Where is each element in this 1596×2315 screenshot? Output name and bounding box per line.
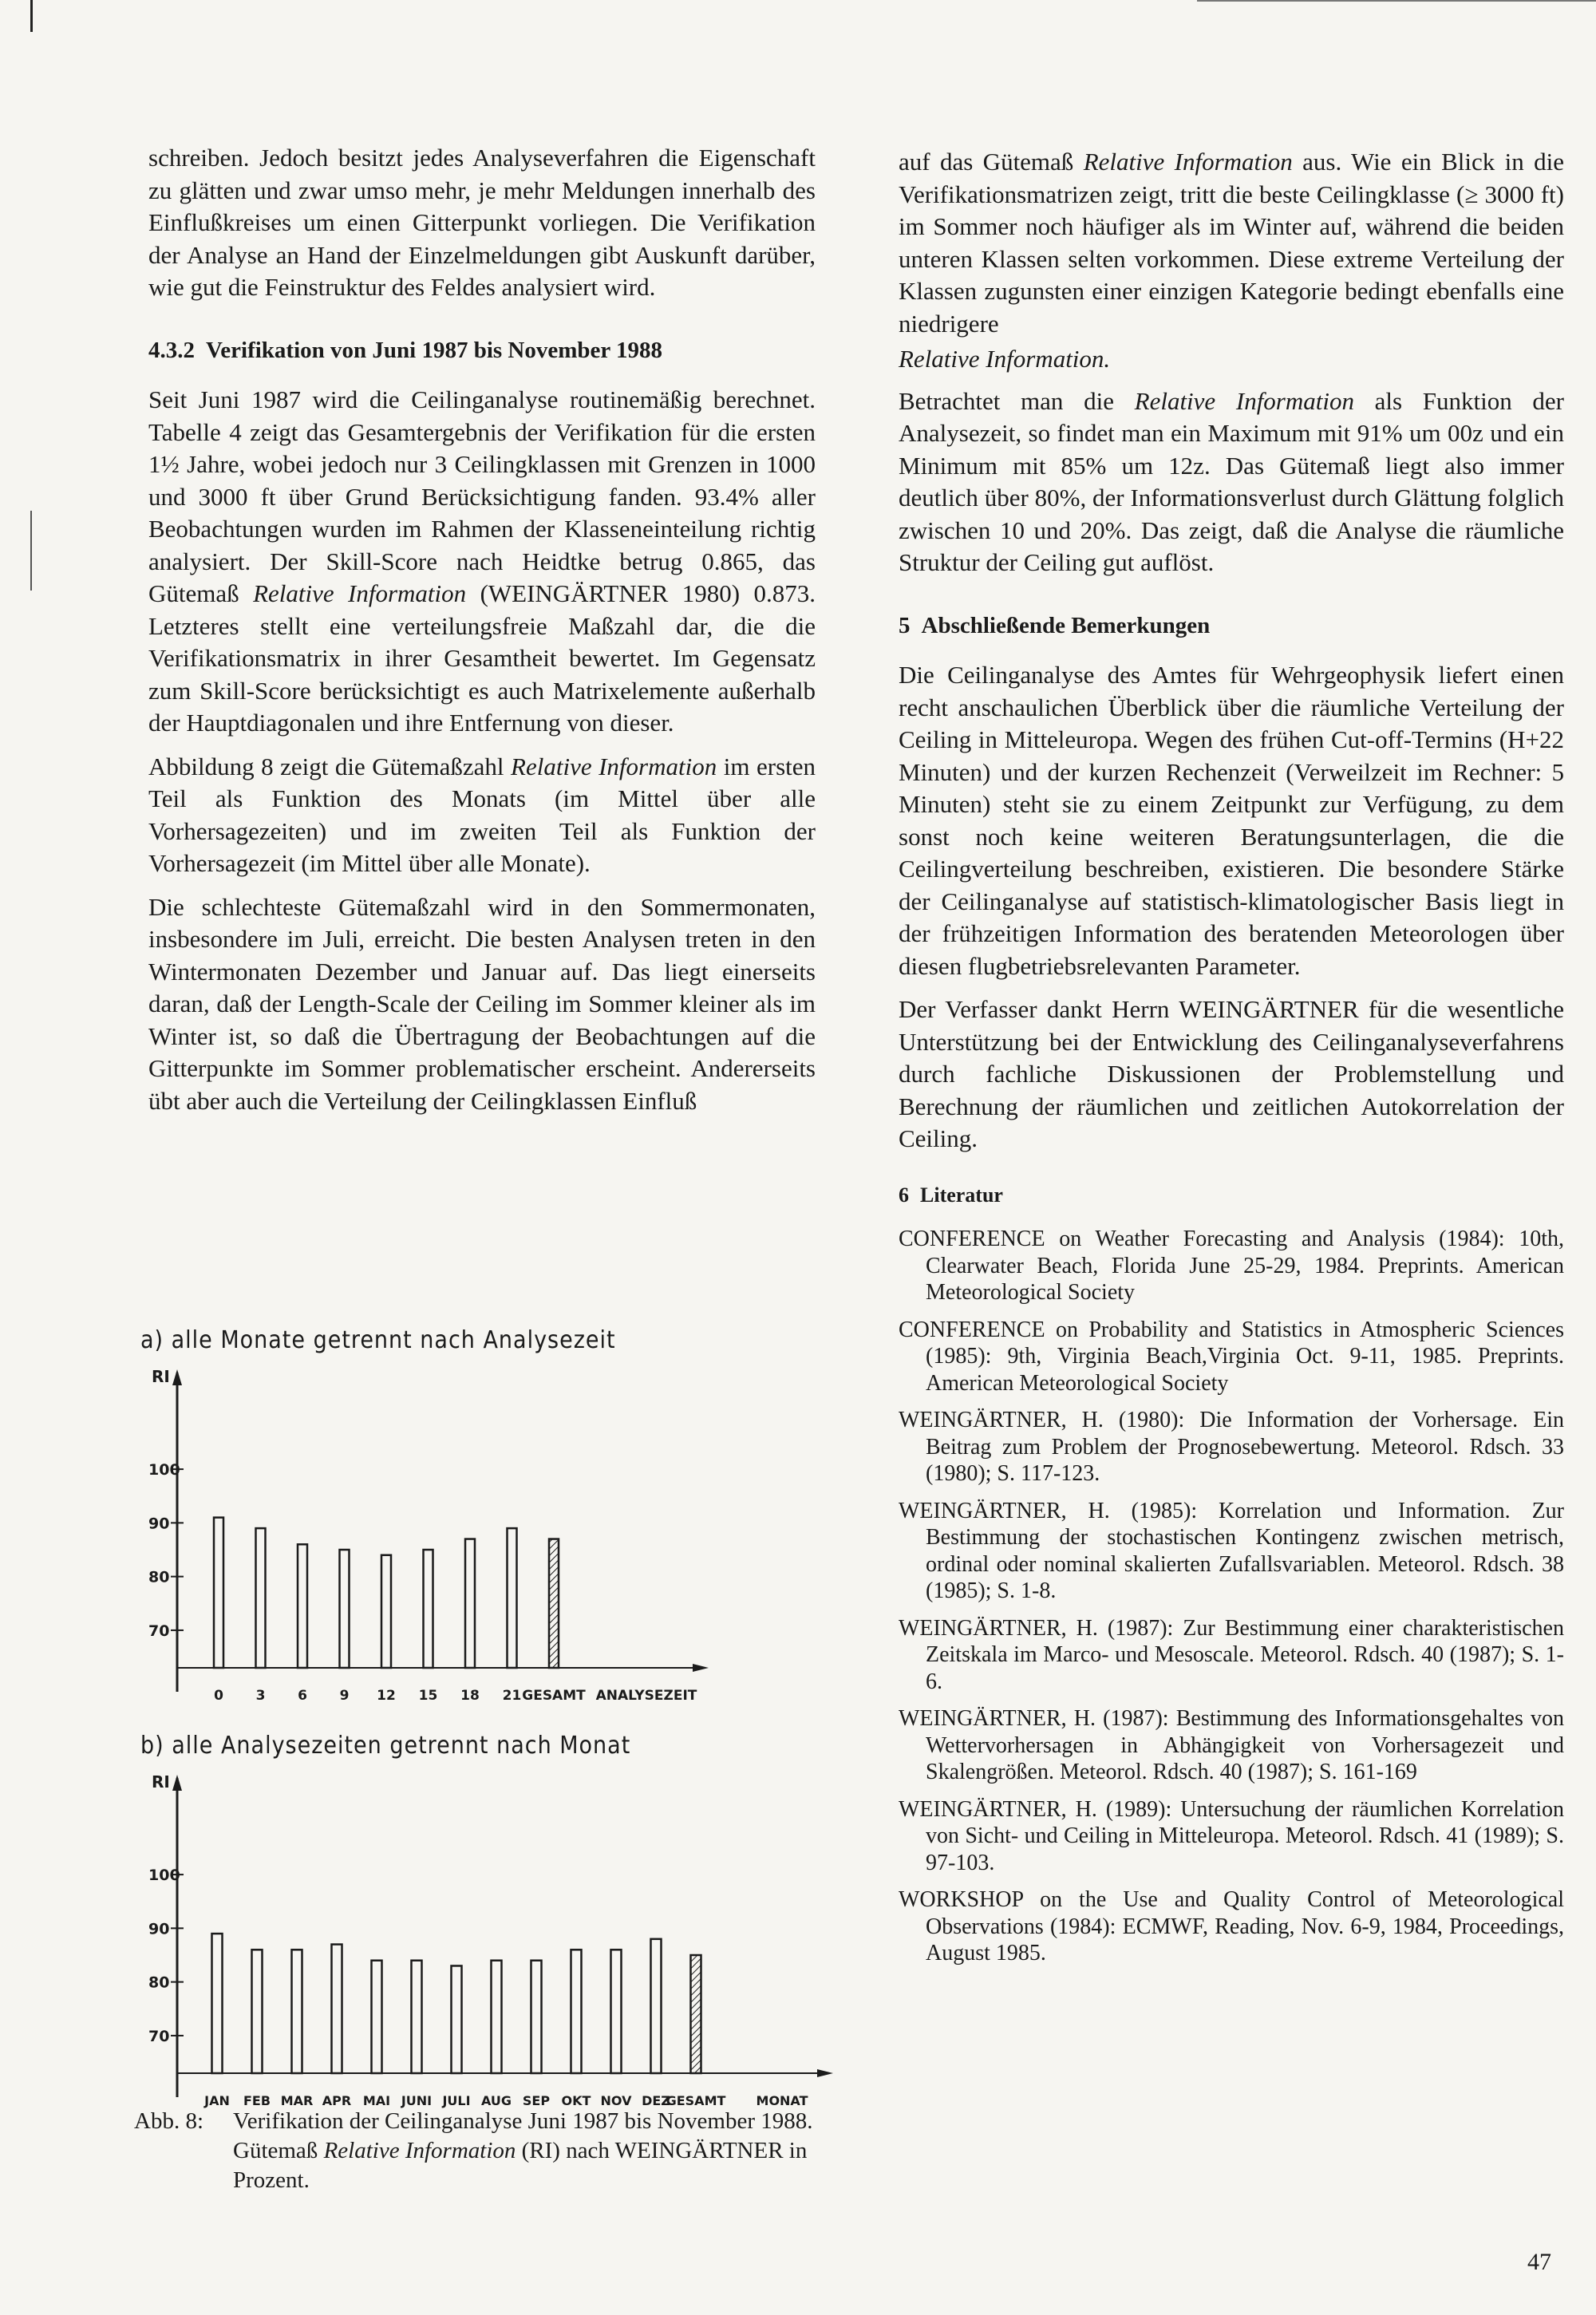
y-axis-label: RI — [152, 1367, 170, 1386]
paragraph — [899, 385, 1564, 579]
reference-item: WEINGÄRTNER, H. (1980): Die Information der Vorhersage. Ein Beitrag zum Problem der Prognosebewertung. Meteorol. Rdsch. 33 (1980); S. 117-123. — [899, 1408, 1564, 1486]
x-tick-label: 0 — [214, 1688, 223, 1704]
bar — [252, 1950, 263, 2073]
text-run: Seit Juni 1987 wird die Ceilinganalyse routinemäßig berechnet. Tabelle 4 zeigt das Gesamtergebnis der Verifikation für die ersten 1½ Jahre, wobei jedoch nur 3 Ceilingklassen mit Grenzen in 1000 und 3000 ft über Grund Berücksichtigung fanden. 93.4% aller Beobachtungen wurden im Rahmen der Klasseneinteilung richtig analysiert. Der Skill-Score nach Heidtke betrug 0.865, das Gütemaß — [148, 385, 816, 607]
y-axis-arrow — [172, 1369, 182, 1385]
y-tick-label: 100 — [148, 1461, 180, 1479]
scan-edge-mark — [30, 511, 32, 591]
section-heading — [899, 1179, 1564, 1212]
x-tick-label: JAN — [204, 2093, 230, 2108]
x-tick-label: 3 — [255, 1688, 266, 1704]
text-run: aus. Wie ein Blick in die Verifikationsmatrizen zeigt, tritt die beste Ceilingklasse (≥ 3000 ft) im Sommer noch häufiger als im Winter auf, während die beiden unteren Klassen selten vorkommen. Diese extreme Verteilung der Klassen zugunsten einer einzigen Kategorie bedingt ebenfalls eine niedrigere — [899, 148, 1565, 338]
bar — [332, 1945, 342, 2073]
reference-item: WEINGÄRTNER, H. (1987): Bestimmung des Informationsgehaltes von Wettervorhersagen in Abhängigkeit von Vorhersagezeit und Skalengrößen. Meteorol. Rdsch. 40 (1987); S. 161-169 — [899, 1706, 1564, 1784]
y-axis-label: RI — [152, 1772, 170, 1792]
section-heading — [899, 610, 1564, 642]
paragraph — [148, 751, 816, 880]
bar — [214, 1518, 223, 1668]
paragraph — [148, 384, 816, 740]
bar — [256, 1528, 266, 1668]
section-number: 5 — [899, 612, 911, 638]
paragraph — [899, 146, 1564, 340]
chart-a — [137, 1365, 839, 1716]
reference-item: WEINGÄRTNER, H. (1987): Zur Bestimmung einer charakteristischen Zeitskala im Marco- und Mesoscale. Meteorol. Rdsch. 40 (1987); S. 1-6. — [899, 1615, 1564, 1694]
section-title: Verifikation von Juni 1987 bis November 1988 — [206, 337, 662, 363]
bar — [212, 1934, 223, 2073]
section-heading — [148, 334, 816, 367]
bar — [571, 1950, 582, 2073]
right-column — [899, 146, 1564, 1977]
y-tick-label: 100 — [148, 1867, 180, 1885]
x-tick-label: 15 — [418, 1688, 438, 1704]
x-tick-label: AUG — [480, 2093, 512, 2108]
bar — [412, 1961, 422, 2073]
bar — [372, 1961, 382, 2073]
scan-edge-mark — [1197, 0, 1596, 2]
bar — [531, 1961, 542, 2073]
emphasis: Relative Information. — [899, 345, 1111, 373]
paragraph: Der Verfasser dankt Herrn WEINGÄRTNER für die wesentliche Unterstützung bei der Entwicklung des Ceilinganalyseverfahrens durch fachliche Diskussionen der Problemstellung und Berechnung der räumlichen und zeitlichen Autokorrelation der Ceiling. — [899, 995, 1564, 1152]
bar-total — [549, 1539, 559, 1668]
x-tick-label: FEB — [243, 2093, 271, 2108]
y-tick-label: 80 — [148, 1568, 170, 1586]
x-tick-label: 18 — [460, 1688, 480, 1704]
bar — [292, 1950, 302, 2073]
x-tick-label: OKT — [561, 2093, 591, 2108]
reference-item: CONFERENCE on Weather Forecasting and Analysis (1984): 10th, Clearwater Beach, Florida June 25-29, 1984. Preprints. American Meteorological Society — [899, 1227, 1564, 1305]
x-tick-label: 12 — [377, 1688, 396, 1704]
x-axis-label: ANALYSEZEIT — [595, 1688, 697, 1704]
bar-total — [691, 1955, 701, 2073]
text-run: Abbildung 8 zeigt die Gütemaßzahl — [148, 752, 504, 780]
x-tick-label: 9 — [339, 1688, 350, 1704]
bar — [465, 1539, 475, 1668]
section-number: 6 — [899, 1183, 909, 1207]
y-tick-label: 90 — [148, 1920, 170, 1938]
y-tick-label: 70 — [148, 2027, 170, 2045]
chart-b — [137, 1770, 839, 2121]
chart-b-title: b) alle Analysezeiten getrennt nach Monat — [140, 1732, 631, 1760]
text-run: (WEINGÄRTNER 1980) 0.873. Letzteres stellt eine verteilungsfreie Maßzahl dar, die die Verifikationsmatrix in ihrer Gesamtheit bewertet. Im Gegensatz zum Skill-Score berücksichtigt es auch Matrixelemente außerhalb der Hauptdiagonalen und ihre Entfernung von dieser. — [148, 579, 816, 737]
text-run: als Funktion der Analysezeit, so findet man ein Maximum mit 91% um 00z und ein Minimum mit 85% um 12z. Das Gütemaß liegt also immer deutlich über 80%, der Informationsverlust durch Glättung folglich zwischen 10 und 20%. Das zeigt, daß die Analyse die räumliche Struktur der Ceiling gut auflöst. — [899, 386, 1564, 576]
emphasis: Relative Information — [511, 752, 717, 780]
paragraph: Die schlechteste Gütemaßzahl wird in den Sommermonaten, insbesondere im Juli, erreicht. Die besten Analysen treten in den Wintermonaten Dezember und Januar auf. Das liegt einerseits daran, daß der Length-Scale der Ceiling im Sommer kleiner als im Winter ist, so daß die Übertragung der Beobachtungen auf die Gitterpunkte im Sommer problematischer erscheint. Andererseits übt aber auch die Verteilung der Ceilingklassen Einfluß — [148, 892, 816, 1115]
reference-list — [899, 1226, 1564, 1967]
x-tick-label: 6 — [298, 1688, 307, 1704]
x-tick-label: JUNI — [401, 2093, 433, 2108]
x-axis-arrow — [693, 1664, 709, 1672]
bar — [381, 1555, 391, 1668]
scan-edge-mark — [30, 0, 33, 32]
x-tick-label: GESAMT — [522, 1688, 586, 1704]
reference-item: WEINGÄRTNER, H. (1985): Korrelation und Information. Zur Bestimmung der stochastischen Kontingenz zwischen metrisch, ordinal oder nominal skalierten Zufallsvariablen. Meteorol. Rdsch. 38 (1985); S. 1-8. — [899, 1498, 1564, 1603]
section-title: Abschließende Bemerkungen — [921, 612, 1211, 638]
bar — [492, 1961, 502, 2073]
text-run: Betrachtet man die — [899, 386, 1114, 415]
text-run: (RI) nach WEINGÄRTNER in Prozent. — [233, 2138, 808, 2193]
paragraph: Die Ceilinganalyse des Amtes für Wehrgeophysik liefert einen recht anschaulichen Überblick über die räumliche Verteilung der Ceiling in Mitteleuropa. Wegen des frühen Cut-off-Termins (H+22 Minuten) und der kurzen Rechenzeit (Verweilzeit im Rechner: 5 Minuten) steht sie zu einem Zeitpunkt zur Verfügung, zu dem sonst noch keine weiteren Beratungsunterlagen, die die Ceilingverteilung beschreiben, existieren. Die besondere Stärke der Ceilinganalyse auf statistisch-klimatologischer Basis liegt in der frühzeitigen Information des beratenden Meteorologen über diesen flugbetriebsrelevanten Parameter. — [899, 661, 1564, 980]
x-tick-label: DEZ — [642, 2093, 670, 2108]
page-number: 47 — [1527, 2249, 1551, 2275]
x-tick-label: APR — [322, 2093, 352, 2108]
text-run: im ersten Teil als Funktion des Monats (im Mittel über alle Vorhersagezeiten) und im zweiten Teil als Funktion der Vorhersagezeit (im Mittel über alle Monate). — [148, 752, 816, 877]
left-column — [148, 142, 816, 1128]
x-tick-label: JULI — [442, 2093, 471, 2108]
x-axis-arrow — [817, 2069, 833, 2077]
text-run: Verifikation der Ceilinganalyse Juni 1987 bis November 1988. Gütemaß — [233, 2108, 813, 2163]
y-tick-label: 90 — [148, 1515, 170, 1533]
emphasis: Relative Information — [1083, 148, 1293, 176]
bar — [508, 1528, 517, 1668]
x-tick-label: GESAMT — [666, 2093, 726, 2108]
chart-a-title: a) alle Monate getrennt nach Analysezeit — [140, 1326, 616, 1354]
figure — [137, 1317, 839, 2115]
y-tick-label: 70 — [148, 1622, 170, 1640]
x-tick-label: 21 — [502, 1688, 522, 1704]
y-axis-arrow — [172, 1775, 182, 1791]
bar — [452, 1965, 462, 2073]
section-title: Literatur — [920, 1183, 1003, 1207]
x-tick-label: MAI — [362, 2093, 391, 2108]
section-number: 4.3.2 — [148, 337, 195, 363]
x-tick-label: MAR — [280, 2093, 314, 2108]
x-axis-label: MONAT — [756, 2093, 808, 2108]
reference-item: WEINGÄRTNER, H. (1989): Untersuchung der räumlichen Korrelation von Sicht- und Ceiling in Mitteleuropa. Meteorol. Rdsch. 41 (1989); S. 97-103. — [899, 1796, 1564, 1875]
figure-caption — [134, 2107, 820, 2195]
reference-item: CONFERENCE on Probability and Statistics in Atmospheric Sciences (1985): 9th, Virginia Beach,Virginia Oct. 9-11, 1985. Preprints. American Meteorological Society — [899, 1317, 1564, 1396]
emphasis: Relative Information — [253, 579, 467, 607]
caption-text — [233, 2107, 820, 2195]
bar — [611, 1950, 622, 2073]
bar — [340, 1550, 350, 1668]
reference-item: WORKSHOP on the Use and Quality Control of Meteorological Observations (1984): ECMWF, Reading, Nov. 6-9, 1984, Proceedings, August 1985. — [899, 1887, 1564, 1965]
caption-label: Abb. 8: — [134, 2108, 203, 2134]
bar — [424, 1550, 433, 1668]
paragraph: schreiben. Jedoch besitzt jedes Analyseverfahren die Eigenschaft zu glätten und zwar umso mehr, je mehr Meldungen innerhalb des Einflußkreises um einen Gitterpunkt vorliegen. Die Verifikation der Analyse an Hand der Einzelmeldungen gibt Auskunft darüber, wie gut die Feinstruktur des Feldes analysiert wird. — [148, 144, 816, 301]
bar — [298, 1544, 307, 1668]
emphasis: Relative Information — [1134, 386, 1354, 415]
y-tick-label: 80 — [148, 1973, 170, 1992]
x-tick-label: NOV — [600, 2093, 632, 2108]
text-run: auf das Gütemaß — [899, 148, 1074, 176]
bar — [651, 1939, 662, 2073]
emphasis: Relative Information — [323, 2138, 516, 2163]
x-tick-label: SEP — [522, 2093, 551, 2108]
